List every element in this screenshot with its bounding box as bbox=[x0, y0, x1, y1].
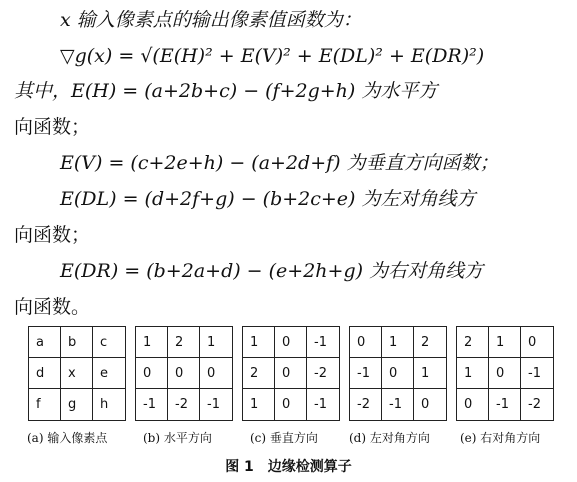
grid-cell: 1 bbox=[243, 389, 275, 420]
grid-cell: 0 bbox=[275, 327, 307, 358]
grid-cell: 0 bbox=[521, 327, 553, 358]
operator-grid-horizontal bbox=[135, 326, 233, 421]
caption-a: (a) 输入像素点 bbox=[27, 431, 108, 445]
grid-cell: -1 bbox=[136, 389, 168, 420]
grid-cell: 1 bbox=[489, 327, 521, 358]
grid-cell: 2 bbox=[168, 327, 200, 358]
grid-cell: x bbox=[61, 358, 93, 389]
grid-cell: d bbox=[29, 358, 61, 389]
edl-definition: E(DL) = (d+2f+g) − (b+2c+e) 为左对角线方 bbox=[60, 188, 476, 210]
grid-cell: 1 bbox=[243, 327, 275, 358]
grid-cell: -2 bbox=[307, 358, 339, 389]
grid-cell: -1 bbox=[314, 397, 327, 412]
figure-title: 图 1 边缘检测算子 bbox=[225, 459, 352, 475]
grid-cell: 1 bbox=[200, 327, 232, 358]
grid-cell: 1 bbox=[382, 327, 414, 358]
grid-cell: 0 bbox=[136, 358, 168, 389]
grid-cell: -1 bbox=[489, 389, 521, 420]
grid-cell: 0 bbox=[168, 358, 200, 389]
grid-cell: -1 bbox=[207, 397, 220, 412]
grid-cell: e bbox=[93, 358, 125, 389]
grid-cell: 1 bbox=[136, 327, 168, 358]
grid-cell: b bbox=[61, 327, 93, 358]
grid-cell: 0 bbox=[457, 389, 489, 420]
caption-b: (b) 水平方向 bbox=[143, 431, 212, 445]
edr-continuation: 向函数。 bbox=[14, 296, 91, 318]
grid-cell: 1 bbox=[414, 358, 446, 389]
grid-cell: 0 bbox=[275, 389, 307, 420]
grid-cell: -1 bbox=[307, 327, 339, 358]
gradient-formula: ▽g(x) = √(E(H)² + E(V)² + E(DL)² + E(DR)²) bbox=[60, 45, 485, 67]
grid-cell: f bbox=[29, 389, 61, 420]
grid-cell: 2 bbox=[243, 358, 275, 389]
grid-cell: -2 bbox=[168, 389, 200, 420]
grid-cell: 2 bbox=[457, 327, 489, 358]
grid-cell: -1 bbox=[382, 389, 414, 420]
operator-grid-vertical bbox=[242, 326, 340, 421]
grid-cell: -2 bbox=[528, 397, 541, 412]
grid-cell: -2 bbox=[350, 389, 382, 420]
operator-grid-input bbox=[28, 326, 126, 421]
grid-cell: 1 bbox=[457, 358, 489, 389]
grid-cell: -1 bbox=[350, 358, 382, 389]
intro-line: x 输入像素点的输出像素值函数为： bbox=[60, 9, 362, 31]
eh-continuation: 向函数； bbox=[14, 116, 91, 138]
operator-figure bbox=[28, 326, 568, 426]
caption-c: (c) 垂直方向 bbox=[250, 431, 318, 445]
caption-e: (e) 右对角方向 bbox=[460, 431, 541, 445]
ev-definition: E(V) = (c+2e+h) − (a+2d+f) 为垂直方向函数； bbox=[60, 152, 499, 174]
operator-grid-right-diagonal bbox=[456, 326, 554, 421]
grid-cell: 0 bbox=[489, 358, 521, 389]
grid-cell: 0 bbox=[421, 397, 430, 412]
edr-definition: E(DR) = (b+2a+d) − (e+2h+g) 为右对角线方 bbox=[60, 260, 484, 282]
caption-d: (d) 左对角方向 bbox=[349, 431, 430, 445]
grid-cell: a bbox=[29, 327, 61, 358]
grid-cell: 0 bbox=[350, 327, 382, 358]
grid-cell: 0 bbox=[382, 358, 414, 389]
grid-cell: 2 bbox=[414, 327, 446, 358]
grid-cell: 0 bbox=[200, 358, 232, 389]
edl-continuation: 向函数； bbox=[14, 224, 91, 246]
operator-grid-left-diagonal bbox=[349, 326, 447, 421]
eh-definition: 其中，E(H) = (a+2b+c) − (f+2g+h) 为水平方 bbox=[14, 80, 438, 102]
grid-cell: 0 bbox=[275, 358, 307, 389]
grid-cell: h bbox=[100, 397, 109, 412]
grid-cell: g bbox=[61, 389, 93, 420]
grid-cell: c bbox=[93, 327, 125, 358]
grid-cell: -1 bbox=[521, 358, 553, 389]
